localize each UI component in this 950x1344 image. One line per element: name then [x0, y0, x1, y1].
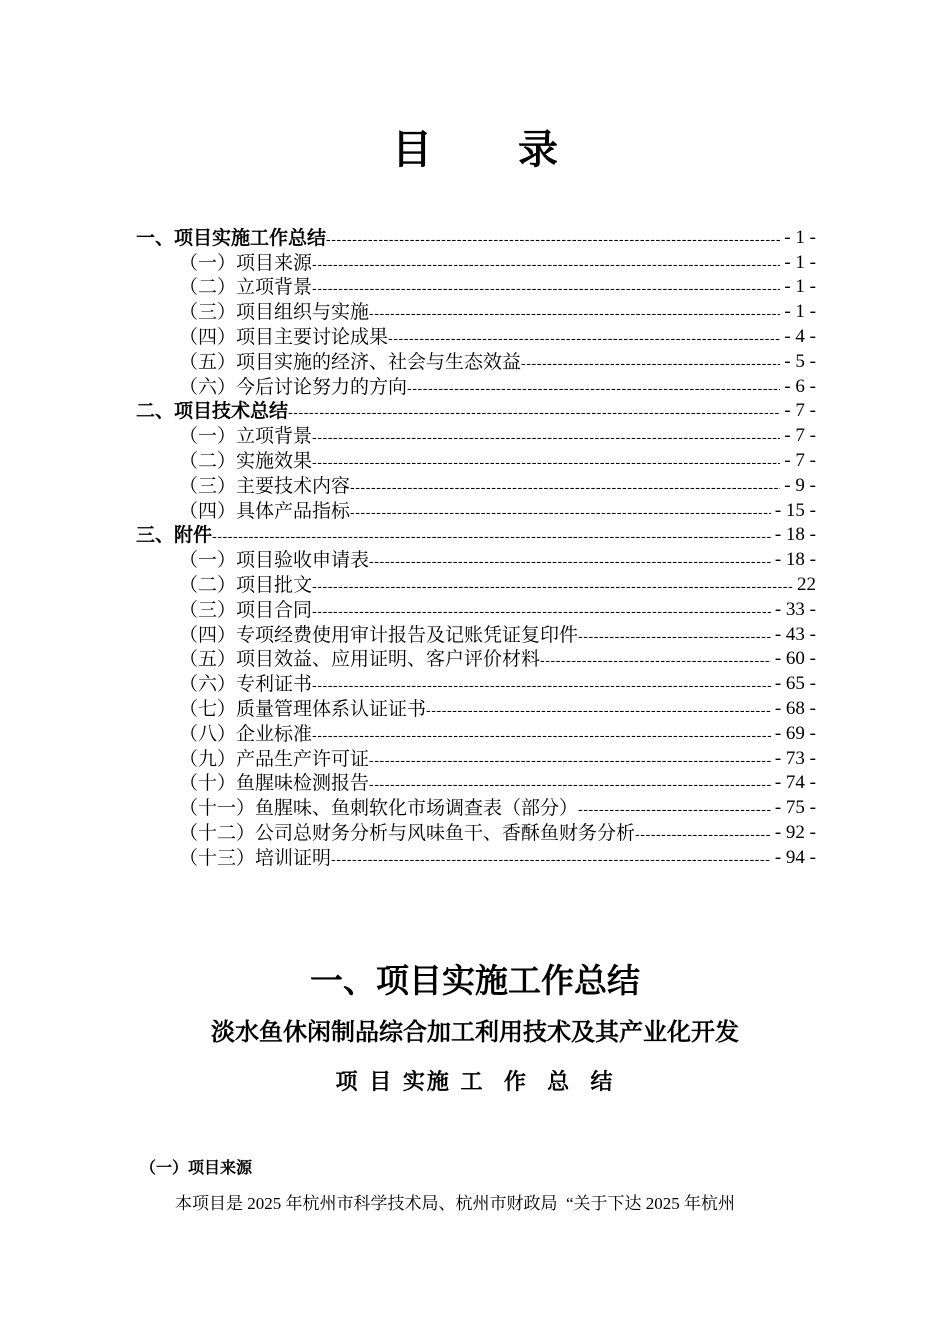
- toc-page-number: - 43 -: [774, 623, 816, 645]
- toc-entry-text: （二）立项背景: [179, 276, 313, 299]
- toc-entry[interactable]: [136, 225, 816, 250]
- toc-entry[interactable]: [136, 374, 816, 399]
- toc-page-number: - 9 -: [784, 474, 816, 496]
- toc-entry[interactable]: [136, 795, 816, 820]
- toc-entry[interactable]: [136, 572, 816, 597]
- sub-heading-project-source: （一）项目来源: [140, 1158, 253, 1177]
- toc-entry[interactable]: [136, 448, 816, 473]
- toc-entry[interactable]: [136, 299, 816, 324]
- toc-entry-text: （一）立项背景: [179, 425, 313, 448]
- table-of-contents: [136, 225, 816, 870]
- toc-entry-text: 三、附件: [136, 524, 213, 547]
- toc-title: 目 录: [392, 127, 594, 173]
- toc-entry[interactable]: [136, 820, 816, 845]
- toc-leader: [312, 255, 780, 275]
- toc-entry[interactable]: [136, 523, 816, 548]
- toc-entry-text: （二）实施效果: [179, 449, 313, 472]
- project-title: 淡水鱼休闲制品综合加工利用技术及其产业化开发: [211, 1018, 739, 1046]
- toc-entry[interactable]: [136, 250, 816, 275]
- toc-entry-text: （三）项目合同: [179, 598, 313, 621]
- toc-entry-text: （七）质量管理体系认证证书: [179, 697, 427, 720]
- toc-leader: [312, 279, 780, 299]
- toc-entry-text: （六）专利证书: [179, 673, 313, 696]
- toc-leader: [426, 701, 771, 721]
- toc-entry-text: 一、项目实施工作总结: [136, 226, 327, 249]
- toc-entry-text: （八）企业标准: [179, 722, 313, 745]
- toc-leader: [521, 354, 780, 374]
- toc-leader: [312, 602, 771, 622]
- toc-entry-text: （六）今后讨论努力的方向: [179, 375, 408, 398]
- toc-leader: [288, 403, 780, 423]
- toc-leader: [578, 627, 771, 647]
- toc-entry[interactable]: [136, 324, 816, 349]
- toc-page-number: - 5 -: [784, 350, 816, 372]
- toc-leader: [350, 478, 780, 498]
- toc-entry-text: （四）专项经费使用审计报告及记账凭证复印件: [179, 623, 579, 646]
- toc-page-number: - 94 -: [774, 846, 816, 868]
- toc-entry[interactable]: [136, 696, 816, 721]
- toc-leader: [369, 552, 771, 572]
- toc-entry-text: 二、项目技术总结: [136, 400, 289, 423]
- toc-entry-text: （三）项目组织与实施: [179, 301, 370, 324]
- toc-leader: [326, 230, 780, 250]
- toc-leader: [312, 453, 780, 473]
- toc-page-number: - 33 -: [774, 598, 816, 620]
- toc-page-number: - 6 -: [784, 375, 816, 397]
- toc-entry-text: （三）主要技术内容: [179, 474, 351, 497]
- toc-entry[interactable]: [136, 498, 816, 523]
- toc-leader: [635, 825, 771, 845]
- toc-page-number: - 7 -: [784, 400, 816, 422]
- summary-title: 项 目 实施 工 作 总 结: [335, 1070, 615, 1095]
- toc-leader: [331, 850, 771, 870]
- toc-entry[interactable]: [136, 647, 816, 672]
- section-heading: 一、项目实施工作总结: [310, 961, 640, 1000]
- toc-entry[interactable]: [136, 275, 816, 300]
- toc-page-number: - 68 -: [774, 697, 816, 719]
- toc-page-number: - 4 -: [784, 325, 816, 347]
- toc-entry[interactable]: [136, 622, 816, 647]
- toc-entry[interactable]: [136, 771, 816, 796]
- toc-page-number: 22: [797, 573, 816, 595]
- toc-entry-text: （十）鱼腥味检测报告: [179, 772, 370, 795]
- toc-entry[interactable]: [136, 399, 816, 424]
- toc-entry[interactable]: [136, 597, 816, 622]
- toc-entry-text: （十三）培训证明: [179, 846, 332, 869]
- toc-leader: [312, 577, 793, 597]
- toc-page-number: - 7 -: [784, 425, 816, 447]
- toc-leader: [312, 726, 771, 746]
- toc-leader: [369, 304, 780, 324]
- toc-entry[interactable]: [136, 423, 816, 448]
- toc-page-number: - 18 -: [774, 524, 816, 546]
- toc-entry-text: （五）项目实施的经济、社会与生态效益: [179, 350, 522, 373]
- toc-page-number: - 15 -: [774, 499, 816, 521]
- toc-page-number: - 1 -: [784, 301, 816, 323]
- toc-leader: [312, 428, 780, 448]
- toc-entry-text: （四）项目主要讨论成果: [179, 325, 389, 348]
- toc-page-number: - 65 -: [774, 673, 816, 695]
- toc-entry-text: （四）具体产品指标: [179, 499, 351, 522]
- toc-entry-text: （二）项目批文: [179, 573, 313, 596]
- toc-entry-text: （九）产品生产许可证: [179, 747, 370, 770]
- toc-page-number: - 73 -: [774, 747, 816, 769]
- toc-leader: [369, 751, 771, 771]
- toc-leader: [407, 379, 780, 399]
- toc-page-number: - 69 -: [774, 722, 816, 744]
- toc-page-number: - 74 -: [774, 772, 816, 794]
- toc-page-number: - 60 -: [774, 648, 816, 670]
- toc-entry-text: （一）项目验收申请表: [179, 549, 370, 572]
- toc-entry[interactable]: [136, 473, 816, 498]
- toc-entry[interactable]: [136, 845, 816, 870]
- toc-leader: [369, 775, 771, 795]
- toc-page-number: - 1 -: [784, 226, 816, 248]
- toc-leader: [212, 527, 771, 547]
- toc-leader: [540, 651, 771, 671]
- toc-page-number: - 1 -: [784, 276, 816, 298]
- toc-page-number: - 1 -: [784, 251, 816, 273]
- toc-entry-text: （十二）公司总财务分析与风味鱼干、香酥鱼财务分析: [179, 821, 636, 844]
- toc-leader: [350, 503, 771, 523]
- toc-page-number: - 7 -: [784, 449, 816, 471]
- toc-entry-text: （十一）鱼腥味、鱼刺软化市场调查表（部分）: [179, 797, 579, 820]
- toc-entry[interactable]: [136, 671, 816, 696]
- toc-leader: [388, 329, 780, 349]
- toc-entry[interactable]: [136, 547, 816, 572]
- toc-leader: [578, 800, 771, 820]
- toc-entry[interactable]: [136, 746, 816, 771]
- toc-page-number: - 92 -: [774, 821, 816, 843]
- toc-entry-text: （五）项目效益、应用证明、客户评价材料: [179, 648, 541, 671]
- toc-page-number: - 18 -: [774, 549, 816, 571]
- body-paragraph: 本项目是 2025 年杭州市科学技术局、杭州市财政局 “关于下达 2025 年杭州: [175, 1194, 736, 1213]
- toc-leader: [312, 676, 771, 696]
- toc-entry-text: （一）项目来源: [179, 251, 313, 274]
- toc-page-number: - 75 -: [774, 797, 816, 819]
- toc-entry[interactable]: [136, 721, 816, 746]
- toc-entry[interactable]: [136, 349, 816, 374]
